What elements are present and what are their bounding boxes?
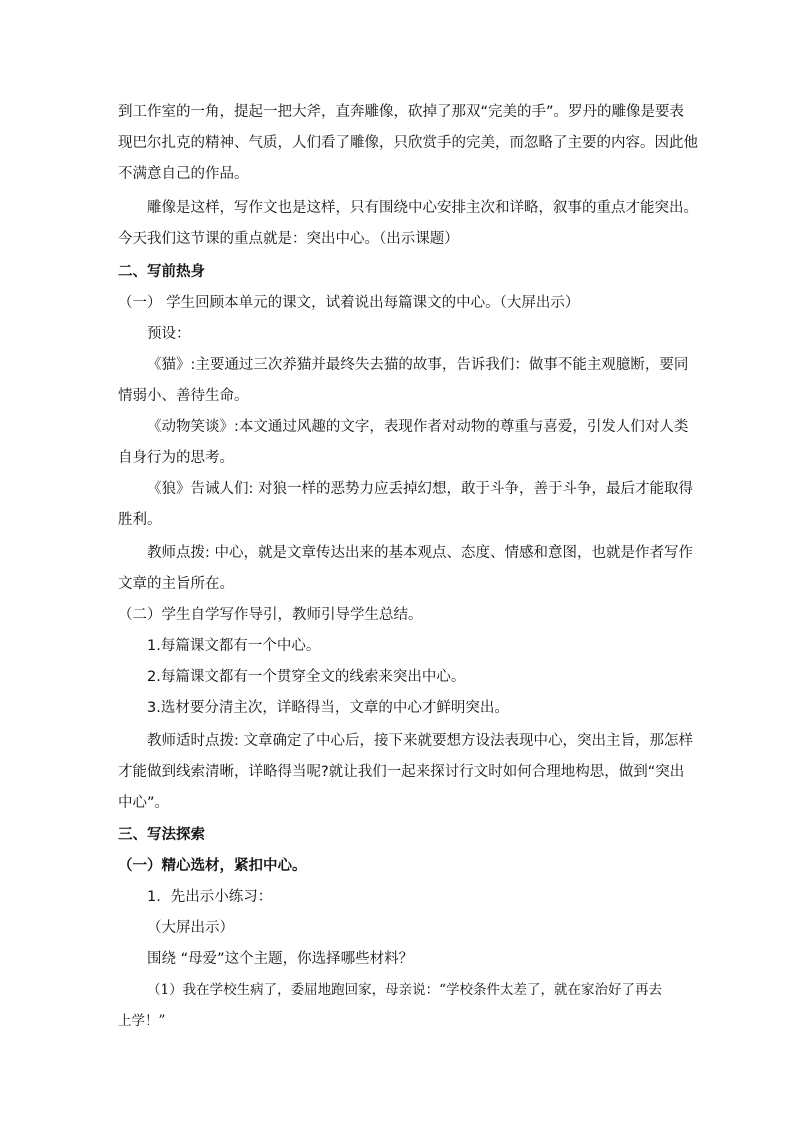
body-line: 《动物笑谈》:本文通过风趣的文字，表现作者对动物的尊重与喜爱，引发人们对人类 [147,419,689,435]
body-line: 才能做到线索清晰，详略得当呢?就让我们一起来探讨行文时如何合理地构思，做到“突出 [118,764,685,780]
body-line: 教师点拨: 中心，就是文章传达出来的基本观点、态度、情感和意图，也就是作者写作 [147,545,693,561]
body-line: 现巴尔扎克的精神、气质，人们看了雕像，只欣赏手的完美，而忽略了主要的内容。因此他 [118,135,698,151]
example-line: （1）我在学校生病了，委屈地跑回家，母亲说：“学校条件太差了，就在家治好了再去 [147,982,662,998]
body-line: 今天我们这节课的重点就是：突出中心。（出示课题） [118,231,459,247]
body-line: 到工作室的一角，提起一把大斧，直奔雕像，砍掉了那双“完美的手”。罗丹的雕像是要表 [118,104,685,120]
body-line: 情弱小、善待生命。 [118,388,249,404]
subsection-heading: （二）学生自学写作导引，教师引导学生总结。 [118,607,423,623]
list-item: 2.每篇课文都有一个贯穿全文的线索来突出中心。 [147,669,466,685]
list-item: 1.每篇课文都有一个中心。 [147,638,321,654]
subsection-heading: （一）精心选材，紧扣中心。 [118,858,307,874]
body-line: 《狼》告诫人们: 对狼一样的恶势力应丢掉幻想，敢于斗争，善于斗争，最后才能取得 [147,481,693,497]
body-line: 围绕 “母爱”这个主题，你选择哪些材料？ [147,951,414,967]
body-line: 文章的主旨所在。 [118,576,234,592]
section-heading: 三、写法探索 [118,827,205,843]
body-line: 《猫》:主要通过三次养猫并最终失去猫的故事，告诉我们：做事不能主观臆断，要同 [147,357,689,373]
body-line: 胜利。 [118,512,162,528]
list-item: 1．先出示小练习： [147,889,273,905]
section-heading: 二、写前热身 [118,264,205,280]
body-line: （大屏出示） [147,920,234,936]
body-line: 自身行为的思考。 [118,450,234,466]
example-line: 上学！” [118,1013,166,1029]
body-line: 中心”。 [118,795,170,811]
subsection-heading: （一） 学生回顾本单元的课文，试着说出每篇课文的中心。（大屏出示） [118,295,580,311]
body-line: 预设： [147,326,191,342]
body-line: 不满意自己的作品。 [118,166,249,182]
body-line: 教师适时点拨: 文章确定了中心后，接下来就要想方设法表现中心，突出主旨，那怎样 [147,733,693,749]
list-item: 3.选材要分清主次，详略得当，文章的中心才鲜明突出。 [147,700,509,716]
body-line: 雕像是这样，写作文也是这样，只有围绕中心安排主次和详略，叙事的重点才能突出。 [147,200,698,216]
